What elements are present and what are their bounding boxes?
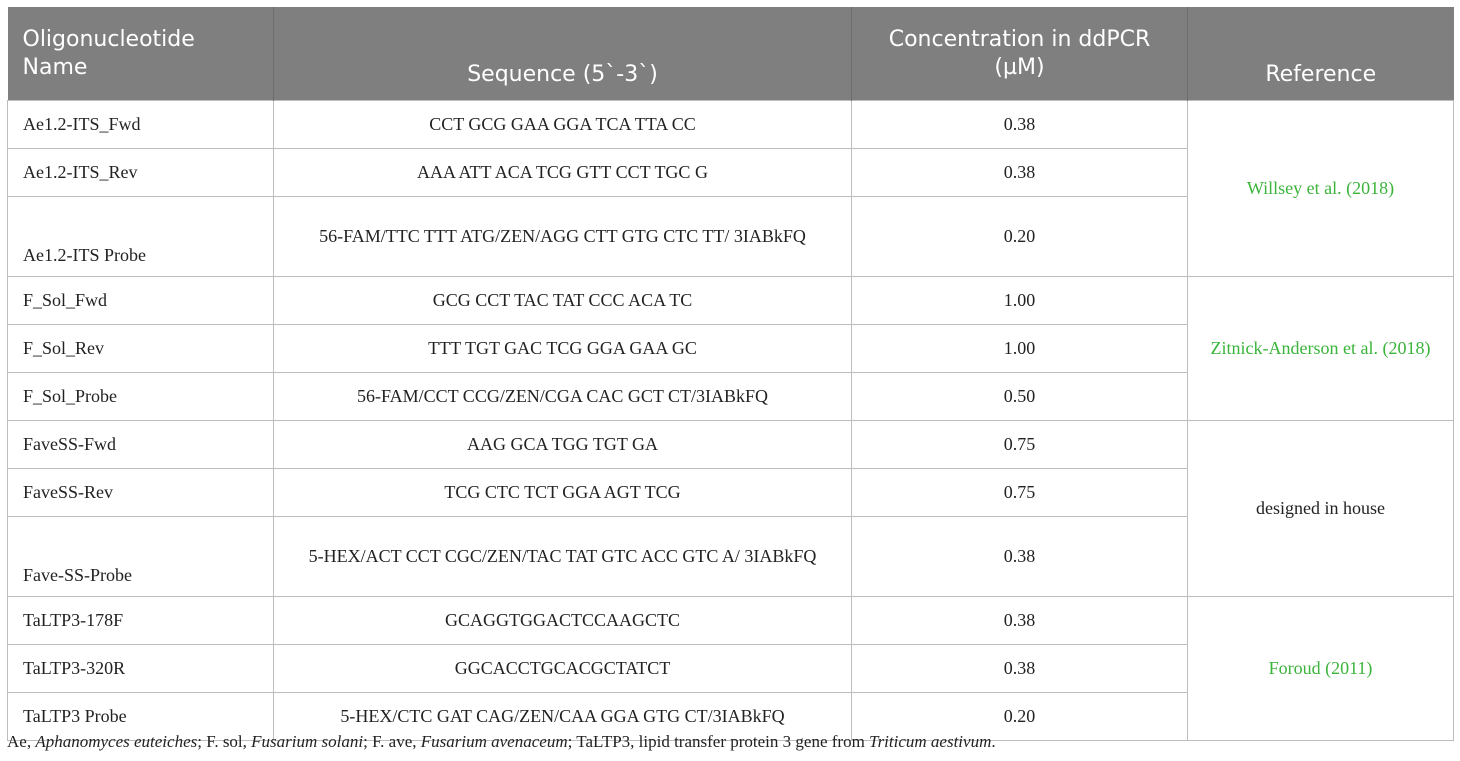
oligo-name-cell: Fave-SS-Probe xyxy=(8,517,274,597)
sequence-cell: GGCACCTGCACGCTATCT xyxy=(274,645,852,693)
table-footnote xyxy=(7,732,996,752)
oligonucleotide-table xyxy=(7,7,1454,741)
concentration-cell: 0.38 xyxy=(852,101,1188,149)
footnote-species-name: Triticum aestivum xyxy=(869,732,992,751)
oligo-name-cell: Ae1.2-ITS Probe xyxy=(8,197,274,277)
concentration-cell: 1.00 xyxy=(852,325,1188,373)
footnote-species-name: Aphanomyces euteiches xyxy=(35,732,198,751)
table-row xyxy=(8,421,1454,469)
oligo-name-cell: FaveSS-Rev xyxy=(8,469,274,517)
footnote-species-name: Fusarium solani xyxy=(251,732,364,751)
table-row xyxy=(8,277,1454,325)
oligo-name-cell: TaLTP3-320R xyxy=(8,645,274,693)
oligo-name-cell: TaLTP3-178F xyxy=(8,597,274,645)
concentration-cell: 0.38 xyxy=(852,645,1188,693)
table-row xyxy=(8,597,1454,645)
header-concentration: Concentration in ddPCR (µM) xyxy=(852,7,1188,101)
table-header-row xyxy=(8,7,1454,101)
sequence-cell: 5-HEX/CTC GAT CAG/ZEN/CAA GGA GTG CT/3IABkFQ xyxy=(274,693,852,741)
reference-cell: designed in house xyxy=(1188,421,1454,597)
footnote-text: ; F. ave, xyxy=(363,732,421,751)
concentration-cell: 0.50 xyxy=(852,373,1188,421)
concentration-cell: 0.38 xyxy=(852,149,1188,197)
concentration-cell: 0.38 xyxy=(852,597,1188,645)
concentration-cell: 0.75 xyxy=(852,421,1188,469)
footnote-text: . xyxy=(991,732,996,751)
oligo-name-cell: Ae1.2-ITS_Fwd xyxy=(8,101,274,149)
table-row xyxy=(8,101,1454,149)
concentration-cell: 0.38 xyxy=(852,517,1188,597)
sequence-cell: GCG CCT TAC TAT CCC ACA TC xyxy=(274,277,852,325)
sequence-cell: TTT TGT GAC TCG GGA GAA GC xyxy=(274,325,852,373)
reference-link[interactable]: Foroud (2011) xyxy=(1188,597,1454,741)
sequence-cell: 56-FAM/CCT CCG/ZEN/CGA CAC GCT CT/3IABkFQ xyxy=(274,373,852,421)
sequence-cell: 5-HEX/ACT CCT CGC/ZEN/TAC TAT GTC ACC GTC A/ 3IABkFQ xyxy=(274,517,852,597)
oligo-name-cell: FaveSS-Fwd xyxy=(8,421,274,469)
sequence-cell: AAG GCA TGG TGT GA xyxy=(274,421,852,469)
concentration-cell: 0.20 xyxy=(852,197,1188,277)
footnote-text: Ae, xyxy=(7,732,36,751)
header-reference: Reference xyxy=(1188,7,1454,101)
table-body xyxy=(8,101,1454,741)
reference-link[interactable]: Zitnick-Anderson et al. (2018) xyxy=(1188,277,1454,421)
concentration-cell: 1.00 xyxy=(852,277,1188,325)
oligo-name-cell: TaLTP3 Probe xyxy=(8,693,274,741)
oligo-name-cell: F_Sol_Rev xyxy=(8,325,274,373)
sequence-cell: GCAGGTGGACTCCAAGCTC xyxy=(274,597,852,645)
footnote-species-name: Fusarium avenaceum xyxy=(420,732,568,751)
footnote-text: ; TaLTP3, lipid transfer protein 3 gene from xyxy=(567,732,870,751)
oligo-name-cell: Ae1.2-ITS_Rev xyxy=(8,149,274,197)
reference-link[interactable]: Willsey et al. (2018) xyxy=(1188,101,1454,277)
oligo-name-cell: F_Sol_Fwd xyxy=(8,277,274,325)
concentration-cell: 0.20 xyxy=(852,693,1188,741)
sequence-cell: TCG CTC TCT GGA AGT TCG xyxy=(274,469,852,517)
oligo-name-cell: F_Sol_Probe xyxy=(8,373,274,421)
header-oligonucleotide-name: Oligonucleotide Name xyxy=(8,7,274,101)
sequence-cell: CCT GCG GAA GGA TCA TTA CC xyxy=(274,101,852,149)
footnote-text: ; F. sol, xyxy=(197,732,252,751)
sequence-cell: AAA ATT ACA TCG GTT CCT TGC G xyxy=(274,149,852,197)
sequence-cell: 56-FAM/TTC TTT ATG/ZEN/AGG CTT GTG CTC TT/ 3IABkFQ xyxy=(274,197,852,277)
header-sequence: Sequence (5`-3`) xyxy=(274,7,852,101)
concentration-cell: 0.75 xyxy=(852,469,1188,517)
